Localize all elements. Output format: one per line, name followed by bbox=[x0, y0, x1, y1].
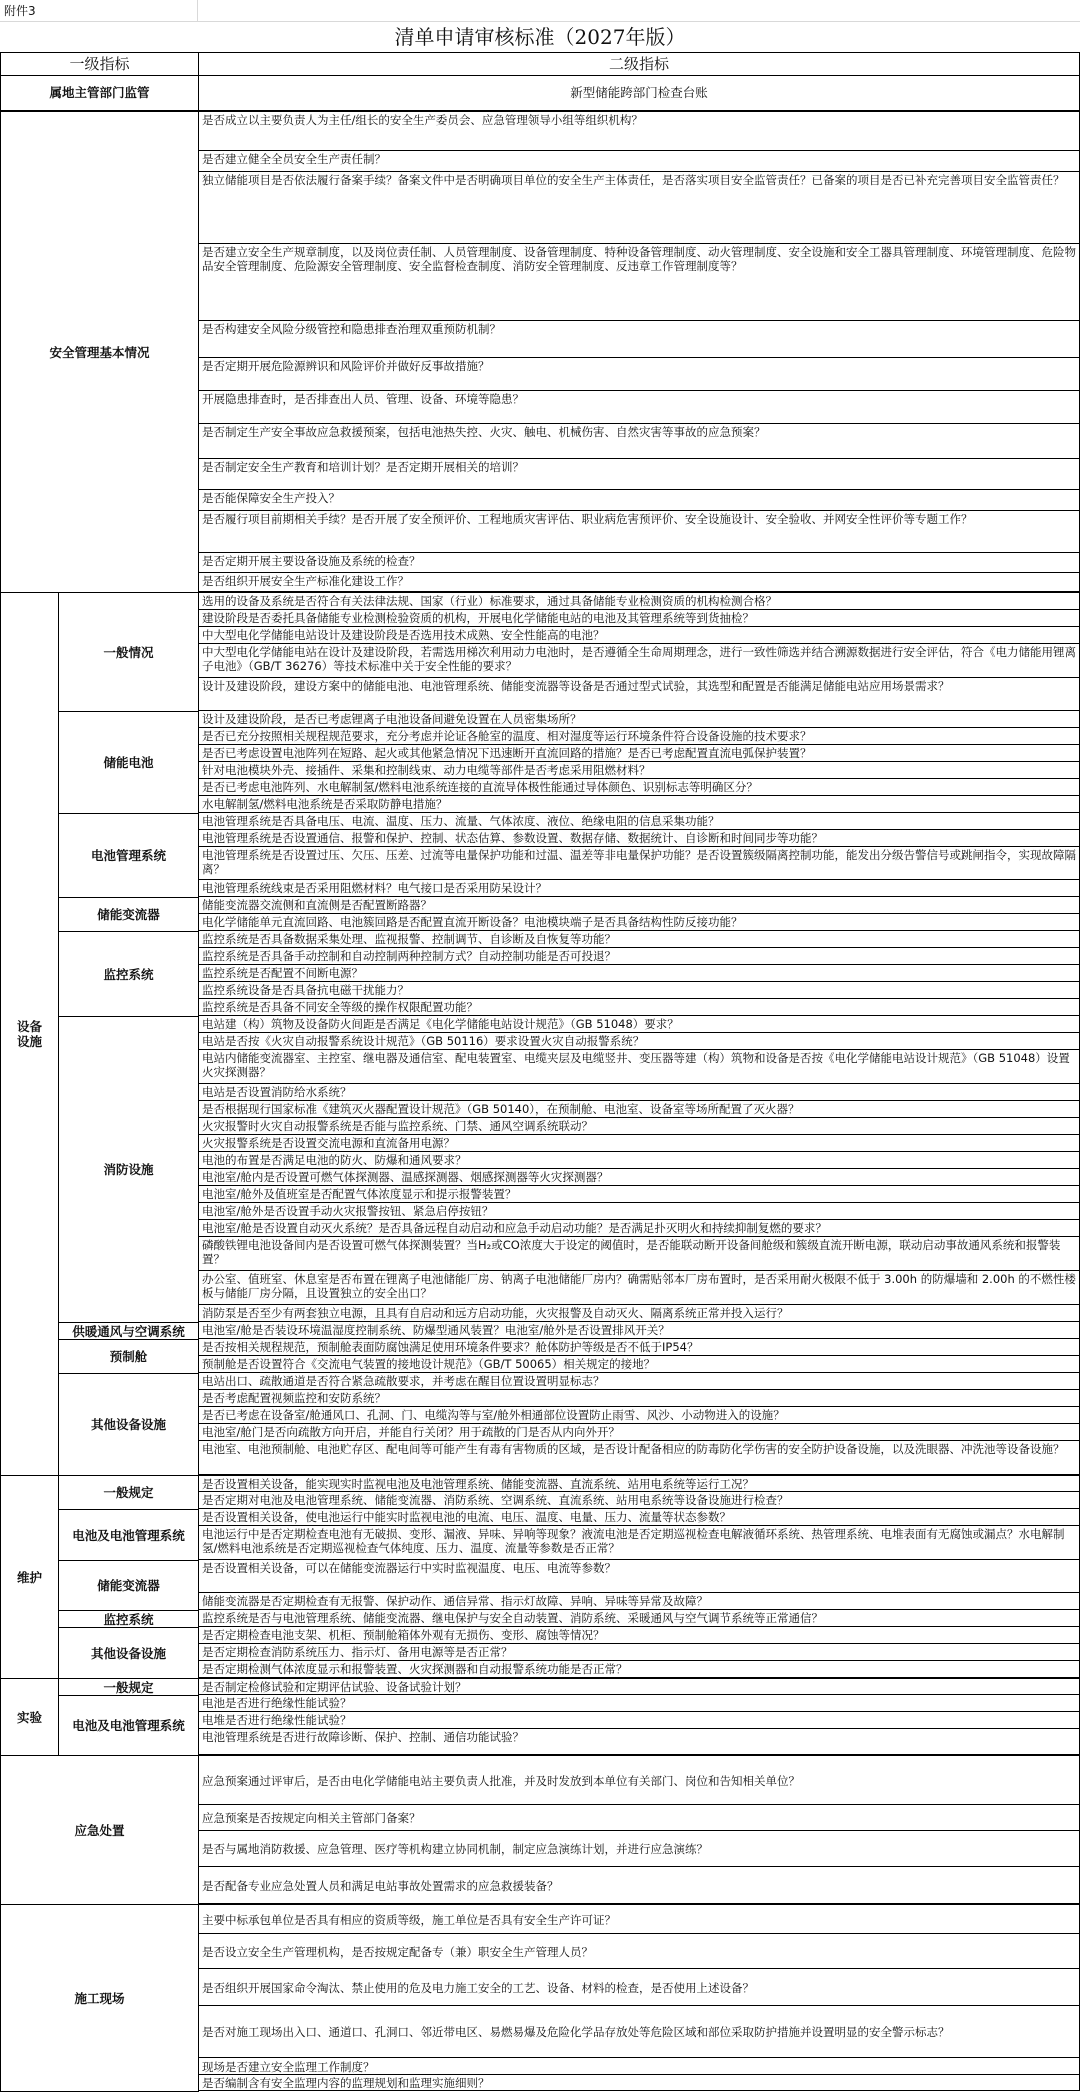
annex-label: 附件3 bbox=[0, 0, 198, 22]
criteria-row: 储能变流器是否定期检查有无报警、保护动作、通信异常、指示灯故障、异响、异味等异常及故障？ bbox=[198, 1593, 1080, 1610]
criteria-row: 是否制定检修试验和定期评估试验、设备试验计划？ bbox=[198, 1678, 1080, 1695]
criteria-row: 电站是否按《火灾自动报警系统设计规范》（GB 50116）要求设置火灾自动报警系统？ bbox=[198, 1033, 1080, 1050]
criteria-row: 电站是否设置消防给水系统？ bbox=[198, 1084, 1080, 1101]
criteria-row: 是否组织开展国家命令淘汰、禁止使用的危及电力施工安全的工艺、设备、材料的检查，是否使用上述设备？ bbox=[198, 1969, 1080, 2006]
criteria-row: 是否构建安全风险分级管控和隐患排查治理双重预防机制？ bbox=[198, 321, 1080, 358]
group-label: 储能变流器 bbox=[58, 1560, 199, 1611]
criteria-row: 现场是否建立安全监理工作制度？ bbox=[198, 2058, 1080, 2075]
criteria-row: 设计及建设阶段，是否已考虑锂离子电池设备间避免设置在人员密集场所？ bbox=[198, 711, 1080, 728]
criteria-row: 火灾报警系统是否设置交流电源和直流备用电源？ bbox=[198, 1135, 1080, 1152]
criteria-row: 应急预案是否按规定向相关主管部门备案？ bbox=[198, 1805, 1080, 1831]
section-label: 实验 bbox=[0, 1678, 59, 1756]
criteria-row: 中大型电化学储能电站在设计及建设阶段，若需选用梯次利用动力电池时，是否遵循全生命周期理念，进行一致性筛选并结合溯源数据进行安全评估，符合《电力储能用锂离子电池》（GB/T 36276）等技术标准中关于安全性能的要求？ bbox=[198, 644, 1080, 678]
group-label: 电池管理系统 bbox=[58, 813, 199, 898]
criteria-row: 电池管理系统是否设置通信、报警和保护、控制、状态估算、参数设置、数据存储、数据统计、自诊断和时间同步等功能？ bbox=[198, 830, 1080, 847]
criteria-row: 电池管理系统线束是否采用阻燃材料？电气接口是否采用防呆设计？ bbox=[198, 880, 1080, 897]
criteria-row: 是否考虑配置视频监控和安防系统？ bbox=[198, 1390, 1080, 1407]
criteria-row: 建设阶段是否委托具备储能专业检测检验资质的机构，开展电化学储能电站的电池及其管理系统等到货抽检？ bbox=[198, 610, 1080, 627]
header-level2: 二级指标 bbox=[198, 52, 1080, 76]
criteria-row: 电池室/舱内是否设置可燃气体探测器、温感探测器、烟感探测器等火灾探测器？ bbox=[198, 1169, 1080, 1186]
criteria-row: 应急预案通过评审后，是否由电化学储能电站主要负责人批准，并及时发放到本单位有关部门、岗位和告知相关单位？ bbox=[198, 1755, 1080, 1805]
section-label: 安全管理基本情况 bbox=[0, 111, 199, 593]
criteria-row: 是否制定安全生产教育和培训计划？是否定期开展相关的培训？ bbox=[198, 459, 1080, 490]
criteria-row: 设计及建设阶段，建设方案中的储能电池、电池管理系统、储能变流器等设备是否通过型式试验，其选型和配置是否能满足储能电站应用场景需求？ bbox=[198, 678, 1080, 711]
criteria-row: 监控系统是否与电池管理系统、储能变流器、继电保护与安全自动装置、消防系统、采暖通风与空气调节系统等正常通信？ bbox=[198, 1610, 1080, 1627]
criteria-row: 电池室/舱是否设置自动灭火系统？是否具备远程自动启动和应急手动启动功能？是否满足扑灭明火和持续抑制复燃的要求？ bbox=[198, 1220, 1080, 1237]
criteria-row: 预制舱是否设置符合《交流电气装置的接地设计规范》（GB/T 50065）相关规定的接地？ bbox=[198, 1356, 1080, 1373]
criteria-row: 是否定期对电池及电池管理系统、储能变流器、消防系统、空调系统、直流系统、站用电系统等设备设施进行检查？ bbox=[198, 1492, 1080, 1509]
criteria-row: 电池管理系统是否具备电压、电流、温度、压力、流量、气体浓度、液位、绝缘电阻的信息采集功能？ bbox=[198, 813, 1080, 830]
criteria-row: 电堆是否进行绝缘性能试验？ bbox=[198, 1712, 1080, 1729]
criteria-row: 是否能保障安全生产投入？ bbox=[198, 490, 1080, 511]
criteria-row: 消防泵是否至少有两套独立电源，且具有自启动和远方启动功能，火灾报警及自动灭火、隔离系统正常并投入运行？ bbox=[198, 1305, 1080, 1322]
first-row-level1: 属地主管部门监管 bbox=[0, 75, 199, 111]
criteria-row: 火灾报警时火灾自动报警系统是否能与监控系统、门禁、通风空调系统联动？ bbox=[198, 1118, 1080, 1135]
group-label: 一般规定 bbox=[58, 1475, 199, 1510]
page-title: 清单申请审核标准（2027年版） bbox=[394, 25, 686, 49]
section-label: 施工现场 bbox=[0, 1904, 199, 2092]
criteria-row: 是否根据现行国家标准《建筑灭火器配置设计规范》（GB 50140），在预制舱、电池室、设备室等场所配置了灭火器？ bbox=[198, 1101, 1080, 1118]
criteria-row: 是否对施工现场出入口、通道口、孔洞口、邻近带电区、易燃易爆及危险化学品存放处等危险区域和部位采取防护措施并设置明显的安全警示标志？ bbox=[198, 2006, 1080, 2058]
header-level1: 一级指标 bbox=[0, 52, 199, 76]
group-label: 一般情况 bbox=[58, 592, 199, 712]
criteria-row: 是否编制含有安全监理内容的监理规划和监理实施细则？ bbox=[198, 2075, 1080, 2091]
criteria-row: 电池室、电池预制舱、电池贮存区、配电间等可能产生有毒有害物质的区域，是否设计配备相应的防毒防化学伤害的安全防护设备设施，以及洗眼器、冲洗池等设备设施？ bbox=[198, 1441, 1080, 1475]
criteria-row: 监控系统是否配置不间断电源？ bbox=[198, 965, 1080, 982]
criteria-row: 是否已考虑在设备室/舱通风口、孔洞、门、电缆沟等与室/舱外相通部位设置防止雨雪、风沙、小动物进入的设施？ bbox=[198, 1407, 1080, 1424]
criteria-row: 电站出口、疏散通道是否符合紧急疏散要求，并考虑在醒目位置设置明显标志？ bbox=[198, 1373, 1080, 1390]
criteria-row: 电池管理系统是否进行故障诊断、保护、控制、通信功能试验？ bbox=[198, 1729, 1080, 1755]
criteria-row: 独立储能项目是否依法履行备案手续？备案文件中是否明确项目单位的安全生产主体责任，是否落实项目安全监管责任？已备案的项目是否已补充完善项目安全监管责任？ bbox=[198, 172, 1080, 244]
criteria-row: 磷酸铁锂电池设备间内是否设置可燃气体探测装置？当H₂或CO浓度大于设定的阈值时，是否能联动断开设备间舱级和簇级直流开断电源，联动启动事故通风系统和报警装置？ bbox=[198, 1237, 1080, 1271]
group-label: 其他设备设施 bbox=[58, 1373, 199, 1476]
criteria-row: 是否成立以主要负责人为主任/组长的安全生产委员会、应急管理领导小组等组织机构？ bbox=[198, 111, 1080, 151]
criteria-row: 是否配备专业应急处置人员和满足电站事故处置需求的应急救援装备？ bbox=[198, 1867, 1080, 1904]
criteria-row: 监控系统是否具备手动控制和自动控制两种控制方式？自动控制功能是否可投退？ bbox=[198, 948, 1080, 965]
criteria-row: 储能变流器交流侧和直流侧是否配置断路器？ bbox=[198, 897, 1080, 914]
criteria-row: 电池室/舱门是否向疏散方向开启，并能自行关闭？用于疏散的门是否从内向外开？ bbox=[198, 1424, 1080, 1441]
criteria-row: 是否设置相关设备，使电池运行中能实时监视电池的电流、电压、温度、电量、压力、流量等状态参数？ bbox=[198, 1509, 1080, 1526]
top-grid-row bbox=[198, 0, 1080, 22]
criteria-row: 是否设置相关设备，可以在储能变流器运行中实时监视温度、电压、电流等参数？ bbox=[198, 1560, 1080, 1593]
criteria-row: 是否建立安全生产规章制度，以及岗位责任制、人员管理制度、设备管理制度、特种设备管理制度、动火管理制度、安全设施和安全工器具管理制度、环境管理制度、危险物品安全管理制度、危险源安全管理制度、安全监督检查制度、消防安全管理制度、反违章工作管理制度等？ bbox=[198, 244, 1080, 321]
criteria-row: 监控系统是否具备数据采集处理、监视报警、控制调节、自诊断及自恢复等功能？ bbox=[198, 931, 1080, 948]
first-row-level2: 新型储能跨部门检查台账 bbox=[198, 75, 1080, 111]
criteria-row: 电化学储能单元直流回路、电池簇回路是否配置直流开断设备？电池模块端子是否具备结构性防反接功能？ bbox=[198, 914, 1080, 931]
criteria-row: 电池是否进行绝缘性能试验？ bbox=[198, 1695, 1080, 1712]
group-label: 消防设施 bbox=[58, 1016, 199, 1323]
criteria-row: 电站内储能变流器室、主控室、继电器及通信室、配电装置室、电缆夹层及电缆竖井、变压器等建（构）筑物和设备是否按《电化学储能电站设计规范》（GB 51048）设置火灾探测器？ bbox=[198, 1050, 1080, 1084]
criteria-row: 开展隐患排查时，是否排查出人员、管理、设备、环境等隐患？ bbox=[198, 391, 1080, 424]
criteria-row: 是否定期检查消防系统压力、指示灯、备用电源等是否正常？ bbox=[198, 1644, 1080, 1661]
criteria-row: 是否建立健全全员安全生产责任制？ bbox=[198, 151, 1080, 172]
criteria-row: 是否定期开展主要设备设施及系统的检查？ bbox=[198, 553, 1080, 573]
section-label: 设备设施 bbox=[0, 592, 59, 1476]
criteria-row: 是否与属地消防救援、应急管理、医疗等机构建立协同机制，制定应急演练计划，并进行应急演练？ bbox=[198, 1831, 1080, 1867]
group-label: 储能电池 bbox=[58, 711, 199, 814]
criteria-row: 是否履行项目前期相关手续？是否开展了安全预评价、工程地质灾害评估、职业病危害预评价、安全设施设计、安全验收、并网安全性评价等专题工作？ bbox=[198, 511, 1080, 553]
criteria-row: 主要中标承包单位是否具有相应的资质等级，施工单位是否具有安全生产许可证？ bbox=[198, 1904, 1080, 1934]
criteria-row: 电池室/舱外及值班室是否配置气体浓度显示和提示报警装置？ bbox=[198, 1186, 1080, 1203]
group-label: 一般规定 bbox=[58, 1678, 199, 1696]
criteria-row: 监控系统是否具备不同安全等级的操作权限配置功能？ bbox=[198, 999, 1080, 1016]
criteria-row: 是否设置相关设备，能实现实时监视电池及电池管理系统、储能变流器、直流系统、站用电系统等运行工况？ bbox=[198, 1475, 1080, 1492]
section-label: 应急处置 bbox=[0, 1755, 199, 1905]
criteria-row: 中大型电化学储能电站设计及建设阶段是否选用技术成熟、安全性能高的电池？ bbox=[198, 627, 1080, 644]
criteria-row: 是否设立安全生产管理机构，是否按规定配备专（兼）职安全生产管理人员？ bbox=[198, 1934, 1080, 1969]
criteria-row: 是否按相关规程规范，预制舱表面防腐蚀满足使用环境条件要求？舱体防护等级是否不低于IP54？ bbox=[198, 1339, 1080, 1356]
criteria-row: 是否已考虑设置电池阵列在短路、起火或其他紧急情况下迅速断开直流回路的措施？是否已考虑配置直流电弧保护装置？ bbox=[198, 745, 1080, 762]
group-label: 预制舱 bbox=[58, 1339, 199, 1374]
criteria-row: 是否定期开展危险源辨识和风险评价并做好反事故措施？ bbox=[198, 358, 1080, 391]
group-label: 监控系统 bbox=[58, 1610, 199, 1628]
group-label: 监控系统 bbox=[58, 931, 199, 1017]
criteria-row: 监控系统设备是否具备抗电磁干扰能力？ bbox=[198, 982, 1080, 999]
criteria-row: 是否已充分按照相关规程规范要求，充分考虑并论证各舱室的温度、相对湿度等运行环境条件符合设备设施的技术要求？ bbox=[198, 728, 1080, 745]
criteria-row: 电池管理系统是否设置过压、欠压、压差、过流等电量保护功能和过温、温差等非电量保护功能？是否设置簇级隔离控制功能，能发出分级告警信号或跳闸指令，实现故障隔离？ bbox=[198, 847, 1080, 880]
criteria-row: 办公室、值班室、休息室是否布置在锂离子电池储能厂房、钠离子电池储能厂房内？确需贴邻本厂房布置时，是否采用耐火极限不低于 3.00h 的防爆墙和 2.00h 的不燃性楼板与储能厂房分隔，且设置独立的安全出口？ bbox=[198, 1271, 1080, 1305]
group-label: 电池及电池管理系统 bbox=[58, 1695, 199, 1756]
criteria-row: 是否定期检查电池支架、机柜、预制舱箱体外观有无损伤、变形、腐蚀等情况？ bbox=[198, 1627, 1080, 1644]
criteria-row: 选用的设备及系统是否符合有关法律法规、国家（行业）标准要求，通过具备储能专业检测资质的机构检测合格？ bbox=[198, 592, 1080, 610]
criteria-row: 电池室/舱外是否设置手动火灾报警按钮、紧急启停按钮？ bbox=[198, 1203, 1080, 1220]
criteria-row: 是否制定生产安全事故应急救援预案，包括电池热失控、火灾、触电、机械伤害、自然灾害等事故的应急预案？ bbox=[198, 424, 1080, 459]
group-label: 其他设备设施 bbox=[58, 1627, 199, 1679]
criteria-row: 是否组织开展安全生产标准化建设工作？ bbox=[198, 573, 1080, 592]
criteria-row: 电池室/舱是否装设环境温湿度控制系统、防爆型通风装置？电池室/舱外是否设置排风开关？ bbox=[198, 1322, 1080, 1339]
group-label: 储能变流器 bbox=[58, 897, 199, 932]
criteria-row: 电池运行中是否定期检查电池有无破损、变形、漏液、异味、异响等现象？液流电池是否定期巡视检查电解液循环系统、热管理系统、电堆表面有无腐蚀或漏点？水电解制氢/燃料电池系统是否定期巡视检查气体纯度、压力、温度、流量等参数是否正常？ bbox=[198, 1526, 1080, 1560]
group-label: 供暖通风与空调系统 bbox=[58, 1322, 199, 1340]
criteria-row: 电池的布置是否满足电池的防火、防爆和通风要求？ bbox=[198, 1152, 1080, 1169]
group-label: 电池及电池管理系统 bbox=[58, 1509, 199, 1561]
criteria-row: 针对电池模块外壳、接插件、采集和控制线束、动力电缆等部件是否考虑采用阻燃材料？ bbox=[198, 762, 1080, 779]
criteria-row: 是否已考虑电池阵列、水电解制氢/燃料电池系统连接的直流导体极性能通过导体颜色、识别标志等明确区分？ bbox=[198, 779, 1080, 796]
criteria-row: 电站建（构）筑物及设备防火间距是否满足《电化学储能电站设计规范》（GB 51048）要求？ bbox=[198, 1016, 1080, 1033]
section-label: 维护 bbox=[0, 1475, 59, 1679]
criteria-row: 是否定期检测气体浓度显示和报警装置、火灾探测器和自动报警系统功能是否正常？ bbox=[198, 1661, 1080, 1678]
criteria-row: 水电解制氢/燃料电池系统是否采取防静电措施？ bbox=[198, 796, 1080, 813]
